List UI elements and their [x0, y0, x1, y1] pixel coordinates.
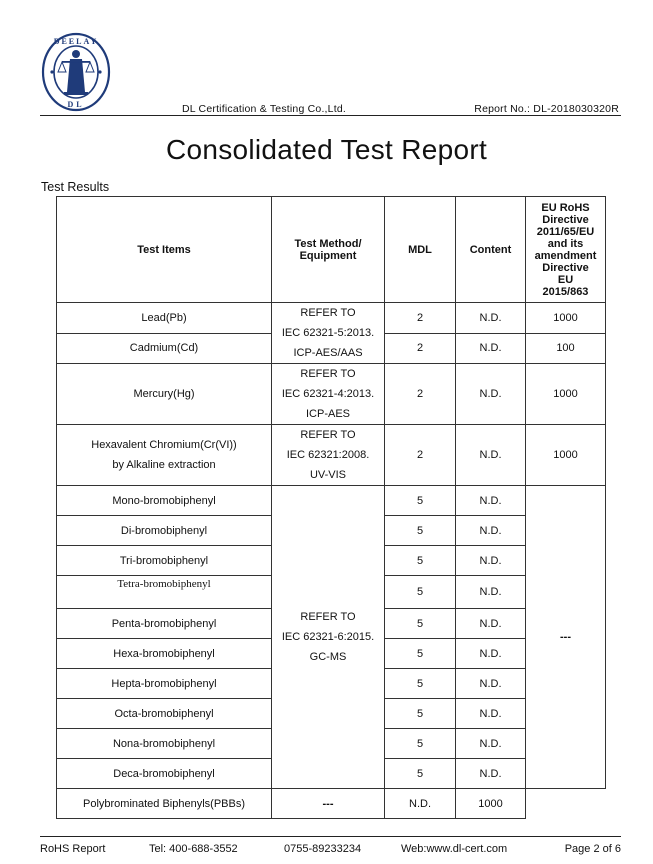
report-number: Report No.: DL-2018030320R — [474, 103, 619, 115]
footer-report-type: RoHS Report — [40, 843, 106, 855]
method-line: UV-VIS — [309, 469, 347, 481]
content-cell: N.D. — [456, 546, 526, 576]
header-limit-line: 2015/863 — [542, 285, 589, 298]
header-method-line: Test Method/ — [294, 237, 362, 250]
content-cell: N.D. — [456, 699, 526, 729]
header-limit-line: Directive — [542, 213, 589, 226]
method-line: IEC 62321-6:2015. — [281, 631, 375, 643]
header-limit-line: 2011/65/EU — [536, 225, 595, 238]
table-row — [57, 486, 606, 516]
company-logo-seal — [40, 28, 112, 112]
method-cell — [272, 364, 385, 425]
page-title: Consolidated Test Report — [165, 134, 488, 165]
mdl-cell: 5 — [385, 609, 456, 639]
footer-website: Web:www.dl-cert.com — [401, 843, 508, 855]
limit-cell: 1000 — [526, 303, 606, 334]
company-name: DL Certification & Testing Co.,Ltd. — [182, 103, 346, 115]
footer-divider — [40, 836, 621, 837]
content-cell: N.D. — [385, 789, 456, 819]
content-cell: N.D. — [456, 576, 526, 609]
item-cell: Lead(Pb) — [57, 303, 272, 334]
footer-telephone: Tel: 400-688-3552 — [149, 843, 238, 855]
mdl-cell: 5 — [385, 546, 456, 576]
content-cell: N.D. — [456, 516, 526, 546]
mdl-cell: 5 — [385, 669, 456, 699]
svg-text:DEELAY: DEELAY — [53, 37, 99, 46]
footer-telephone-alt: 0755-89233234 — [284, 843, 362, 855]
mdl-cell: 5 — [385, 576, 456, 609]
content-cell: N.D. — [456, 364, 526, 425]
method-line: IEC 62321-5:2013. — [281, 327, 375, 339]
mdl-cell: 2 — [385, 303, 456, 334]
content-cell: N.D. — [456, 425, 526, 486]
table-row — [57, 364, 606, 425]
table-header-row — [57, 197, 606, 303]
method-line: REFER TO — [300, 429, 356, 441]
item-cell — [57, 425, 272, 486]
content-cell: N.D. — [456, 759, 526, 789]
item-cell: Mono-bromobiphenyl — [57, 486, 272, 516]
method-line: REFER TO — [300, 611, 356, 623]
mdl-cell: 5 — [385, 729, 456, 759]
header-limit-line: Directive — [542, 261, 589, 274]
method-cell — [272, 303, 385, 364]
limit-cell: 1000 — [526, 425, 606, 486]
method-line: GC-MS — [309, 651, 347, 663]
header-limit-line: amendment — [534, 249, 597, 262]
header-content: Content — [456, 197, 526, 303]
item-cell: Octa-bromobiphenyl — [57, 699, 272, 729]
item-cell: Tri-bromobiphenyl — [57, 546, 272, 576]
header-test-method — [272, 197, 385, 303]
item-cell: Mercury(Hg) — [57, 364, 272, 425]
table-row — [57, 425, 606, 486]
mdl-cell: 2 — [385, 333, 456, 364]
method-line: REFER TO — [300, 307, 356, 319]
footer-page-number: Page 2 of 6 — [564, 843, 621, 855]
header-limit-line: EU — [557, 273, 574, 286]
method-cell — [272, 486, 385, 789]
header-limit-line: and its — [547, 237, 584, 250]
content-cell: N.D. — [456, 639, 526, 669]
svg-text:DL: DL — [67, 100, 85, 109]
item-cell: Hexa-bromobiphenyl — [57, 639, 272, 669]
header-mdl: MDL — [385, 197, 456, 303]
content-cell: N.D. — [456, 669, 526, 699]
table-row — [57, 303, 606, 334]
content-cell: N.D. — [456, 486, 526, 516]
method-cell — [272, 425, 385, 486]
limit-cell: 1000 — [456, 789, 526, 819]
content-cell: N.D. — [456, 333, 526, 364]
item-cell: Penta-bromobiphenyl — [57, 609, 272, 639]
item-cell: Polybrominated Biphenyls(PBBs) — [57, 789, 272, 819]
limit-cell: 100 — [526, 333, 606, 364]
mdl-cell: 2 — [385, 364, 456, 425]
header-method-line: Equipment — [299, 249, 357, 262]
item-cell: Cadmium(Cd) — [57, 333, 272, 364]
limit-cell: 1000 — [526, 364, 606, 425]
method-line: ICP-AES — [305, 408, 350, 420]
item-line: by Alkaline extraction — [112, 459, 216, 471]
table-row — [57, 789, 606, 819]
method-line: ICP-AES/AAS — [293, 347, 363, 359]
mdl-cell: 5 — [385, 639, 456, 669]
item-line: Hexavalent Chromium(Cr(VI)) — [91, 439, 237, 451]
header-limit-line: EU RoHS — [541, 201, 590, 214]
mdl-cell: 5 — [385, 699, 456, 729]
method-line: IEC 62321-4:2013. — [281, 388, 375, 400]
mdl-cell: 5 — [385, 486, 456, 516]
content-cell: N.D. — [456, 729, 526, 759]
item-cell: Tetra-bromobiphenyl — [57, 576, 272, 609]
content-cell: N.D. — [456, 609, 526, 639]
item-cell: Nona-bromobiphenyl — [57, 729, 272, 759]
header-divider — [40, 115, 621, 116]
header-test-items: Test Items — [57, 197, 272, 303]
item-cell: Hepta-bromobiphenyl — [57, 669, 272, 699]
item-cell: Di-bromobiphenyl — [57, 516, 272, 546]
test-results-table — [56, 196, 606, 819]
mdl-cell: --- — [272, 789, 385, 819]
method-line: REFER TO — [300, 368, 356, 380]
item-cell: Deca-bromobiphenyl — [57, 759, 272, 789]
method-line: IEC 62321:2008. — [286, 449, 370, 461]
limit-cell: --- — [526, 486, 606, 789]
header-eu-rohs-limit — [526, 197, 606, 303]
content-cell: N.D. — [456, 303, 526, 334]
section-label: Test Results — [41, 180, 110, 194]
mdl-cell: 5 — [385, 516, 456, 546]
mdl-cell: 2 — [385, 425, 456, 486]
mdl-cell: 5 — [385, 759, 456, 789]
